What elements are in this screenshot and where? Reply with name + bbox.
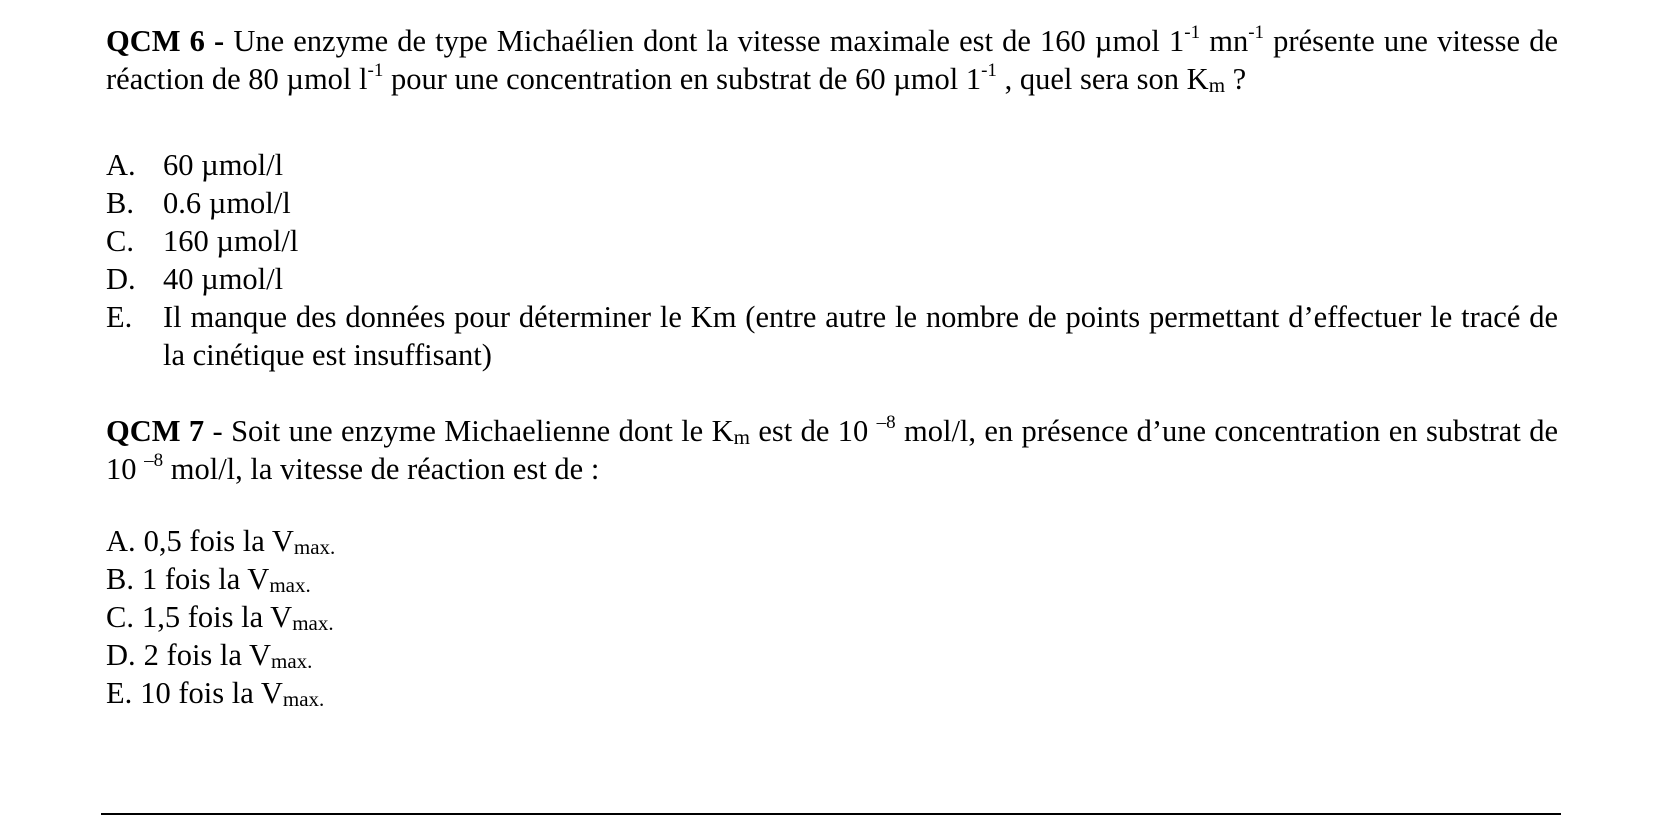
option-subscript: max.	[293, 535, 336, 559]
option-subscript: max.	[292, 611, 334, 635]
qcm7-stem-4: mol/l, la vitesse de réaction est de :	[163, 452, 600, 486]
document-page	[106, 22, 1558, 712]
option-text: 0.6 µmol/l	[163, 186, 291, 220]
option-letter: D.	[106, 262, 136, 296]
qcm6-option-e	[106, 298, 1558, 374]
qcm6-stem-exponent: -1	[1184, 21, 1201, 43]
qcm7-number: QCM 7	[106, 414, 205, 448]
option-text: 10 fois la V	[140, 676, 283, 710]
qcm6-stem-3: présente une vitesse de réaction de 80 µmol l	[106, 24, 1558, 96]
option-text: 0,5 fois la V	[143, 524, 294, 558]
qcm6-option-c	[106, 222, 1558, 260]
qcm7-option-e	[106, 674, 1558, 712]
qcm6-question	[106, 22, 1558, 98]
qcm7-question	[106, 412, 1558, 488]
option-letter: C.	[106, 224, 134, 258]
qcm6-option-a	[106, 146, 1558, 184]
qcm7-option-d	[106, 636, 1558, 674]
option-text: 160 µmol/l	[163, 224, 299, 258]
qcm6-stem-4: pour une concentration en substrat de 60 µmol 1	[383, 62, 982, 96]
qcm6-stem-exponent: -1	[981, 59, 997, 81]
qcm6-number: QCM 6 -	[106, 24, 225, 58]
option-letter: A.	[106, 524, 136, 558]
qcm7-option-b	[106, 560, 1558, 598]
qcm7-stem-exponent: –8	[876, 411, 896, 433]
qcm6-stem-5: , quel sera son K	[996, 62, 1209, 96]
qcm6-option-d	[106, 260, 1558, 298]
option-letter: C.	[106, 600, 134, 634]
qcm6-stem-6: ?	[1225, 62, 1247, 96]
qcm7-stem-2: est de 10	[749, 414, 877, 448]
option-text: 1,5 fois la V	[141, 600, 293, 634]
qcm7-option-c	[106, 598, 1558, 636]
qcm6-stem-2: mn	[1200, 24, 1249, 58]
option-text: 40 µmol/l	[163, 262, 284, 296]
qcm7-stem-1: - Soit une enzyme Michaelienne dont le K	[204, 414, 734, 448]
option-subscript: max.	[269, 573, 311, 597]
option-text: Il manque des données pour déterminer le Km (entre autre le nombre de points permettant d’effectuer le tracé de la cinétique est insuffisant)	[163, 300, 1558, 372]
option-text: 2 fois la V	[143, 638, 272, 672]
option-letter: E.	[106, 300, 133, 334]
option-subscript: max.	[282, 687, 325, 711]
qcm6-option-b	[106, 184, 1558, 222]
qcm6-options	[106, 146, 1558, 374]
qcm6-stem-1: Une enzyme de type Michaélien dont la vitesse maximale est de 160 µmol 1	[224, 24, 1185, 58]
qcm6-stem-exponent: -1	[1248, 21, 1265, 43]
option-text: 60 µmol/l	[163, 148, 284, 182]
qcm7-stem-exponent: –8	[144, 449, 164, 471]
qcm7-stem-subscript: m	[733, 425, 750, 449]
horizontal-rule	[101, 813, 1561, 815]
qcm6-stem-subscript: m	[1208, 73, 1226, 97]
option-subscript: max.	[271, 649, 313, 673]
qcm7-option-a	[106, 522, 1558, 560]
option-letter: D.	[106, 638, 136, 672]
option-letter: A.	[106, 148, 136, 182]
option-text: 1 fois la V	[141, 562, 270, 596]
option-letter: E.	[106, 676, 133, 710]
qcm7-options	[106, 522, 1558, 712]
qcm6-stem-exponent: -1	[367, 59, 384, 81]
qcm7-stem-3: mol/l, en présence d’une concentration en substrat de 10	[106, 414, 1558, 486]
option-letter: B.	[106, 562, 134, 596]
option-letter: B.	[106, 186, 134, 220]
